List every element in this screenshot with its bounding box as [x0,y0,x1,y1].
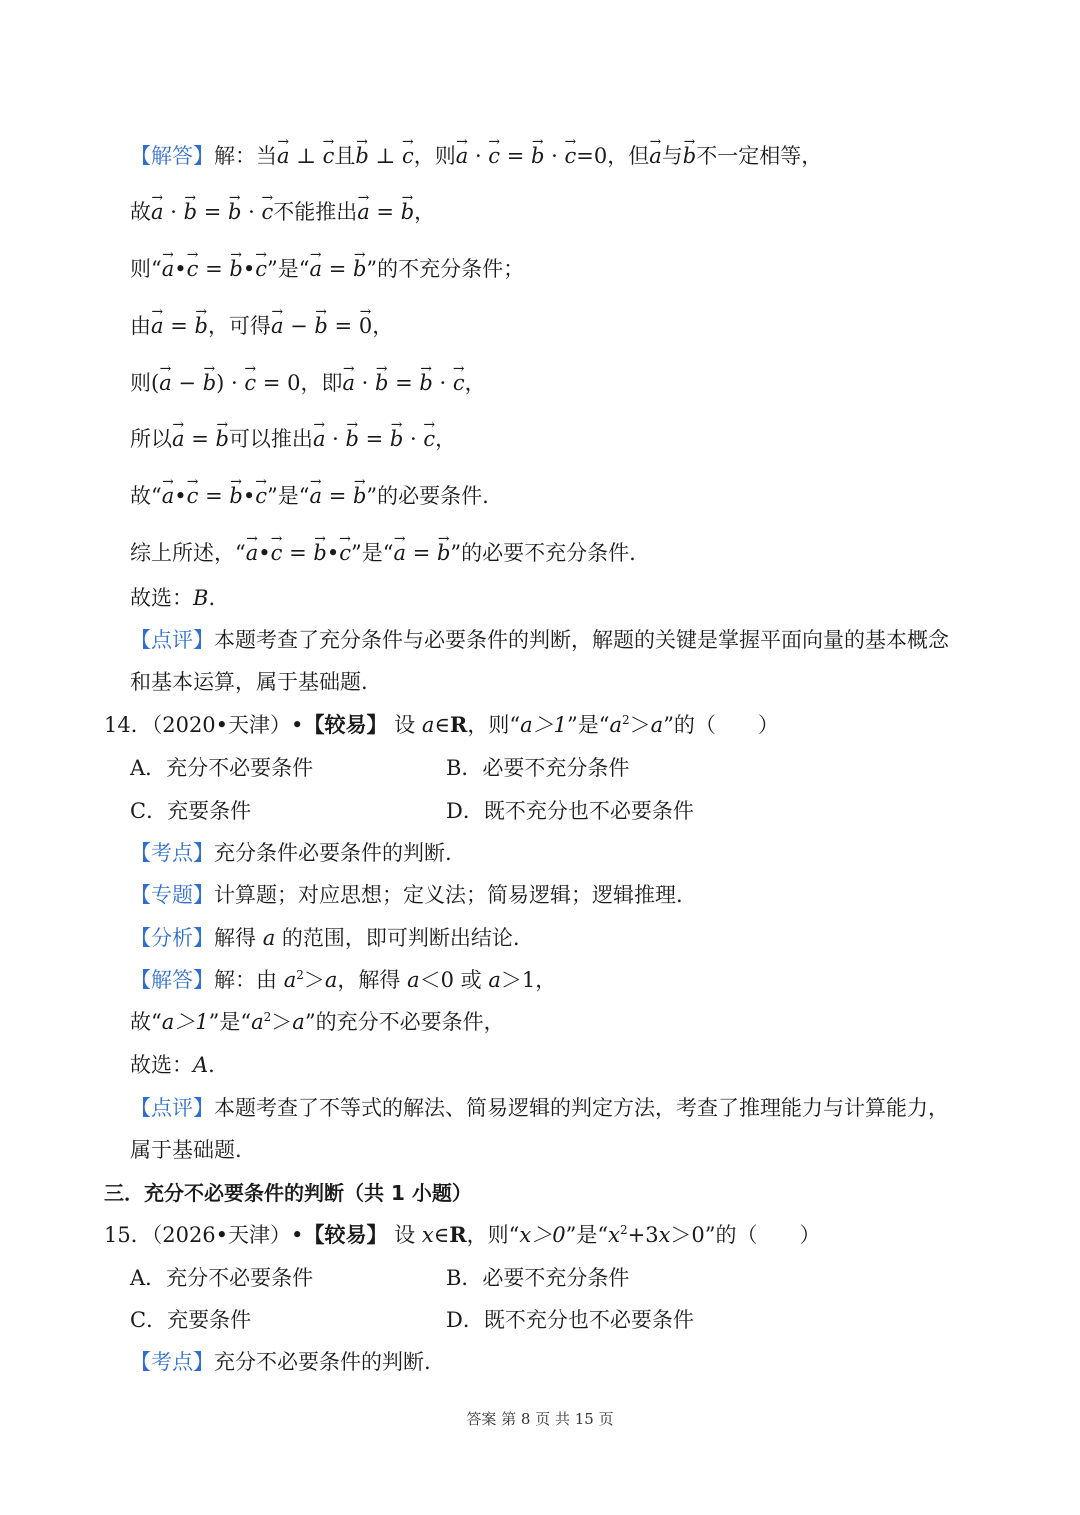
q14-option-a: A．充分不必要条件 [130,756,314,780]
text: 由 [130,314,151,338]
solution-tag: 【解答】 [130,144,214,168]
vector-symbol: → b [184,195,197,223]
text: 2 [619,1223,628,1237]
section-heading: 三．充分不必要条件的判断（共 1 小题） [104,1181,472,1205]
comment-tag: 【点评】 [130,628,214,652]
vector-symbol: → c [402,139,414,167]
q14-stem [104,710,779,740]
vector-symbol: → b [683,139,696,167]
text: ＞ [303,968,325,992]
text: ”是“ [267,484,310,508]
text: 的范围，即可判断出结论. [275,926,520,950]
text: ，则 [413,144,456,168]
text: =0，但 [576,144,650,168]
vector-symbol: → b [215,422,228,450]
text: ＞ [271,1010,293,1034]
text: 不能推出 [273,200,358,224]
vector-symbol: → c [187,252,199,280]
text: 综上所述，“ [130,541,246,565]
vector-symbol: → a [309,252,322,280]
q15-kaodian [130,1347,431,1377]
vector-symbol: → b [313,536,326,564]
vector-symbol: → a [309,479,322,507]
vector-symbol: → b [346,422,359,450]
q14-answer: 故选：A. [130,1053,215,1077]
text: 与 [661,144,683,168]
difficulty-tag: 【较易】 [303,712,388,737]
text: ”的（ ） [663,713,779,737]
text: ＞ [629,713,651,737]
vector-symbol: → b [375,366,388,394]
text: x＞0 [519,1223,566,1247]
text: ＞0 [670,1223,705,1247]
q14-zhuanti [130,880,683,910]
text: 或 [453,968,489,992]
question-number: 15．（2026•天津）• [104,1223,304,1247]
vector-symbol: → b [390,422,403,450]
vector-symbol: → c [244,366,256,394]
text: ”的必要条件. [366,484,489,508]
text: ＞1 [500,968,536,992]
q14-option-d: D．既不充分也不必要条件 [446,799,694,823]
vector-symbol: → a [277,139,290,167]
vector-symbol: → a [151,309,164,337]
q15-option-d: D．既不充分也不必要条件 [446,1308,694,1332]
text: 充分条件必要条件的判断. [214,841,452,865]
text: R [449,1222,467,1247]
text: a [421,713,435,737]
vector-symbol: → a [172,422,185,450]
vector-symbol: → b [437,536,450,564]
vector-symbol: → c [339,536,351,564]
vector-symbol: → c [255,479,267,507]
text: ”的必要不充分条件. [450,541,636,565]
vector-symbol: → c [453,366,465,394]
text: a [407,968,420,992]
vector-symbol: → b [353,252,366,280]
text: 本题考查了不等式的解法、简易逻辑的判定方法，考查了推理能力与计算能力， [214,1096,949,1120]
text: ，则“ [467,713,521,737]
q14-option-b: B．必要不充分条件 [446,756,630,780]
text: a＞1 [520,713,567,737]
vector-symbol: → c [255,252,267,280]
vector-symbol: → a [246,536,259,564]
vector-symbol: → c [271,536,283,564]
q13-solution-line-2: 故→ a · → b = → b · → c不能推出→ a = → b， [130,195,435,227]
q13-solution-line-5: 则(→ a − → b) · → c = 0，即→ a · → b = → b · → c， [130,366,486,398]
text: 2 [263,1010,272,1024]
vector-symbol: → b [194,309,207,337]
vector-symbol: → a [159,366,172,394]
text: 故选： [130,586,193,610]
text: 2 [296,968,304,982]
vector-symbol: → a [456,139,469,167]
vector-symbol: → a [162,252,175,280]
text: a [324,968,338,992]
text: x [608,1223,620,1247]
text: a [251,1010,264,1034]
answer-letter: B [193,586,209,610]
text: ”是“ [208,1010,252,1034]
vector-symbol: → c [323,139,335,167]
text: 解：当 [214,144,277,168]
vector-symbol: → c [423,422,435,450]
text: 充分不必要条件的判断. [214,1350,431,1374]
q13-solution-line-4: 由→ a = → b，可得→ a − → b = → 0， [130,309,393,341]
q13-solution-line-1: 【解答】解：当→ a ⊥ → c且→ b ⊥ → c，则→ a · → c = → b · → c=0，但→ a与→ b不一定相等， [130,139,822,171]
text: a [488,968,501,992]
text: 故“ [130,484,162,508]
text: +3 [627,1223,659,1247]
text: R [449,712,468,737]
text: ， [535,968,557,992]
text: ”的充分不必要条件， [304,1010,505,1034]
vector-symbol: → a [649,139,662,167]
text: 故 [130,200,151,224]
q15-option-c: C．充要条件 [130,1308,252,1332]
vector-symbol: → b [353,479,366,507]
text: 则( [130,371,160,395]
text: 不一定相等， [696,144,823,168]
text: 和基本运算，属于基础题. [130,670,368,694]
text: 2 [622,713,630,727]
q13-solution-line-8: 综上所述，“→ a•→ c = → b•→ c”是“→ a = → b”的必要不充分条件. [130,536,636,568]
kaodian-tag: 【考点】 [130,841,214,865]
vector-symbol: → a [151,195,164,223]
difficulty-tag: 【较易】 [303,1222,388,1247]
text: ＜0 [419,968,454,992]
vector-symbol: → b [229,252,242,280]
text: 且 [334,144,356,168]
text: ，解得 [337,968,408,992]
kaodian-tag: 【考点】 [130,1350,214,1374]
q13-solution-line-7: 故“→ a•→ c = → b•→ c”是“→ a = → b”的必要条件. [130,479,489,511]
solution-tag: 【解答】 [130,968,214,992]
zhuanti-tag: 【专题】 [130,883,214,907]
vector-symbol: → b [355,139,368,167]
text: 故“ [130,1010,162,1034]
vector-symbol: → c [261,195,273,223]
text: ”的（ ） [704,1223,821,1247]
vector-symbol: → 0 [359,309,372,337]
text: 故选： [130,1053,193,1077]
q14-fenxi [130,923,520,953]
question-number: 14．（2020•天津）• [104,713,304,737]
text: 所以 [130,427,172,451]
text: 设 [394,713,416,737]
text: a [262,926,276,950]
text: ”的不充分条件； [366,257,525,281]
vector-symbol: → a [393,536,406,564]
text: ”是“ [267,257,310,281]
text: ∈ [433,1223,450,1247]
vector-symbol: → b [419,366,432,394]
text: a [609,713,623,737]
q14-jieda [130,965,556,995]
fenxi-tag: 【分析】 [130,926,214,950]
vector-symbol: → a [162,479,175,507]
text: ”是“ [567,713,610,737]
text: x [421,1223,434,1247]
comment-tag: 【点评】 [130,1096,214,1120]
q15-option-a: A．充分不必要条件 [130,1266,314,1290]
q13-solution-line-6: 所以→ a = → b可以推出→ a · → b = → b · → c， [130,422,456,454]
page-footer: 答案 第 8 页 共 15 页 [466,1410,614,1428]
text: 解得 [214,926,263,950]
vector-symbol: → c [488,139,500,167]
vector-symbol: → c [565,139,577,167]
text: ”是“ [351,541,394,565]
text: 属于基础题. [130,1138,242,1162]
text: a [283,968,297,992]
text: 本题考查了充分条件与必要条件的判断，解题的关键是掌握平面向量的基本概念 [214,628,949,652]
vector-symbol: → b [314,309,327,337]
vector-symbol: → a [271,309,284,337]
q14-comment-line-1 [130,1093,949,1123]
vector-symbol: → a [342,366,355,394]
q14-comment-line-2 [130,1135,242,1165]
vector-symbol: → a [357,195,370,223]
q13-answer: 故选：B. [130,586,216,610]
text: ∈ [434,713,450,737]
vector-symbol: → a [313,422,326,450]
vector-symbol: → b [228,195,241,223]
text: 计算题；对应思想；定义法；简易逻辑；逻辑推理. [214,883,683,907]
text: a＞1 [161,1010,209,1034]
q14-conclusion [130,1007,505,1037]
q13-comment-line-1 [130,625,949,655]
text: a [650,713,664,737]
text: ，则“ [466,1223,520,1247]
vector-symbol: → b [203,366,216,394]
text: ”是“ [565,1223,609,1247]
text: 可以推出 [228,427,313,451]
answer-letter: A [193,1053,209,1077]
vector-symbol: → b [229,479,242,507]
text: ，可得 [207,314,271,338]
q14-option-c: C．充要条件 [130,799,252,823]
text: 则“ [130,257,162,281]
vector-symbol: → c [187,479,199,507]
text: 设 [394,1223,416,1247]
q15-option-b: B．必要不充分条件 [446,1266,630,1290]
text: = 0，即 [262,371,343,395]
text: 解：由 [214,968,284,992]
vector-symbol: → b [531,139,544,167]
text: a [292,1010,305,1034]
q13-solution-line-3: 则“→ a•→ c = → b•→ c”是“→ a = → b”的不充分条件； [130,252,524,284]
q13-comment-line-2 [130,667,368,697]
text: x [658,1223,671,1247]
q14-kaodian [130,838,452,868]
q15-stem [104,1220,821,1250]
vector-symbol: → b [401,195,414,223]
